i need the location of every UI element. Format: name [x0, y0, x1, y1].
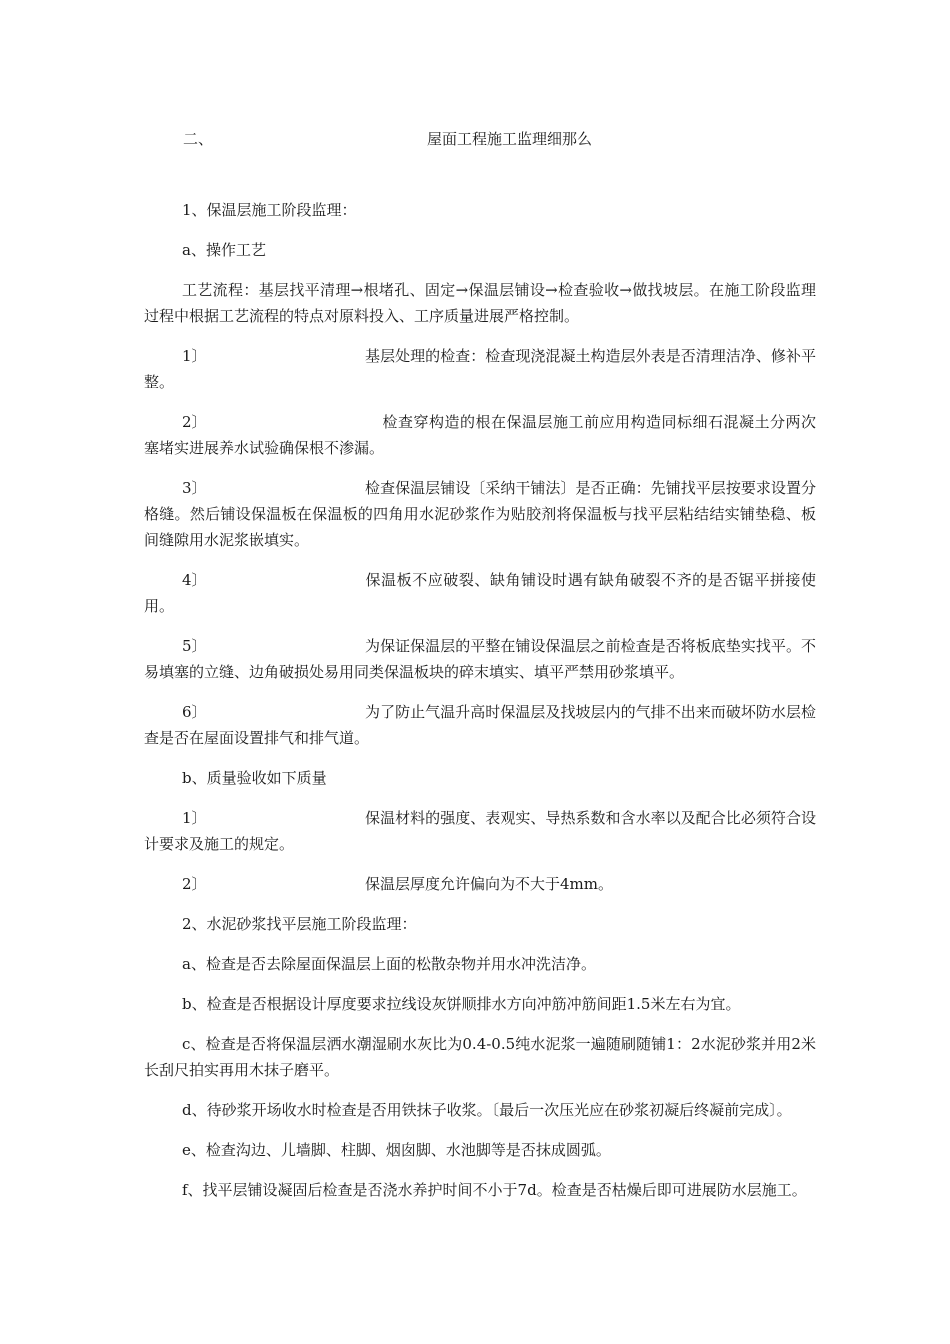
item-text: 为了防止气温升高时保温层及找坡层内的气排不出来而破坏防水层检查是否在屋面设置排气和排气道。 — [144, 703, 816, 747]
list-item: b、检查是否根据设计厚度要求拉线设灰饼顺排水方向冲筋冲筋间距1.5米左右为宜。 — [182, 995, 741, 1013]
item-text: 保温材料的强度、表观实、导热系数和含水率以及配合比必须符合设计要求及施工的规定。 — [144, 809, 816, 853]
item-text: 保温板不应破裂、缺角铺设时遇有缺角破裂不齐的是否锯平拼接使用。 — [144, 571, 816, 615]
item-number: 5〕 — [182, 637, 207, 655]
item-number: 6〕 — [182, 703, 207, 721]
document-body — [144, 197, 816, 1217]
section-1-b-title: b、质量验收如下质量 — [182, 769, 327, 787]
list-item: d、待砂浆开场收水时检查是否用铁抹子收浆。〔最后一次压光应在砂浆初凝后终凝前完成〕。 — [182, 1101, 792, 1119]
list-item — [144, 567, 816, 619]
list-item — [144, 343, 816, 395]
list-item — [144, 871, 816, 897]
list-item: c、检查是否将保温层洒水潮湿刷水灰比为0.4-0.5纯水泥浆一遍随刷随铺1：2水泥砂浆并用2米长刮尺拍实再用木抹子磨平。 — [144, 1035, 816, 1079]
section-2-title: 2、水泥砂浆找平层施工阶段监理： — [182, 915, 417, 933]
item-text: 检查保温层铺设〔采纳干铺法〕是否正确：先铺找平层按要求设置分格缝。然后铺设保温板在保温板的四角用水泥砂浆作为贴胶剂将保温板与找平层粘结结实铺垫稳、板间缝隙用水泥浆嵌填实。 — [144, 479, 816, 549]
section-1-title: 1、保温层施工阶段监理： — [182, 201, 357, 219]
item-text: 基层处理的检查：检查现浇混凝土构造层外表是否清理洁净、修补平整。 — [144, 347, 816, 391]
item-number: 3〕 — [182, 479, 207, 497]
list-item — [144, 475, 816, 553]
section-1-a-title: a、操作工艺 — [182, 241, 266, 259]
list-item: e、检查沟边、儿墙脚、柱脚、烟囱脚、水池脚等是否抹成圆弧。 — [182, 1141, 611, 1159]
process-flow-paragraph: 工艺流程：基层找平清理→根堵孔、固定→保温层铺设→检查验收→做找坡层。在施工阶段监理过程中根据工艺流程的特点对原料投入、工序质量进展严格控制。 — [144, 281, 816, 325]
item-number: 4〕 — [182, 571, 207, 589]
list-item — [144, 409, 816, 461]
item-number: 1〕 — [182, 809, 207, 827]
list-item — [144, 699, 816, 751]
item-text: 保温层厚度允许偏向为不大于4mm。 — [365, 875, 613, 893]
list-item — [144, 633, 816, 685]
item-text: 为保证保温层的平整在铺设保温层之前检查是否将板底垫实找平。不易填塞的立缝、边角破损处易用同类保温板块的碎末填实、填平严禁用砂浆填平。 — [144, 637, 816, 681]
heading-number: 二、 — [183, 130, 214, 148]
item-number: 1〕 — [182, 347, 207, 365]
list-item: a、检查是否去除屋面保温层上面的松散杂物并用水冲洗洁净。 — [182, 955, 596, 973]
page-title: 屋面工程施工监理细那么 — [427, 130, 593, 148]
heading — [183, 127, 823, 151]
list-item: f、找平层铺设凝固后检查是否浇水养护时间不小于7d。检查是否枯燥后即可进展防水层施工。 — [182, 1181, 807, 1199]
item-text: 检查穿构造的根在保温层施工前应用构造同标细石混凝土分两次塞堵实进展养水试验确保根不渗漏。 — [144, 413, 816, 457]
list-item — [144, 805, 816, 857]
item-number: 2〕 — [182, 413, 207, 431]
item-number: 2〕 — [182, 875, 207, 893]
